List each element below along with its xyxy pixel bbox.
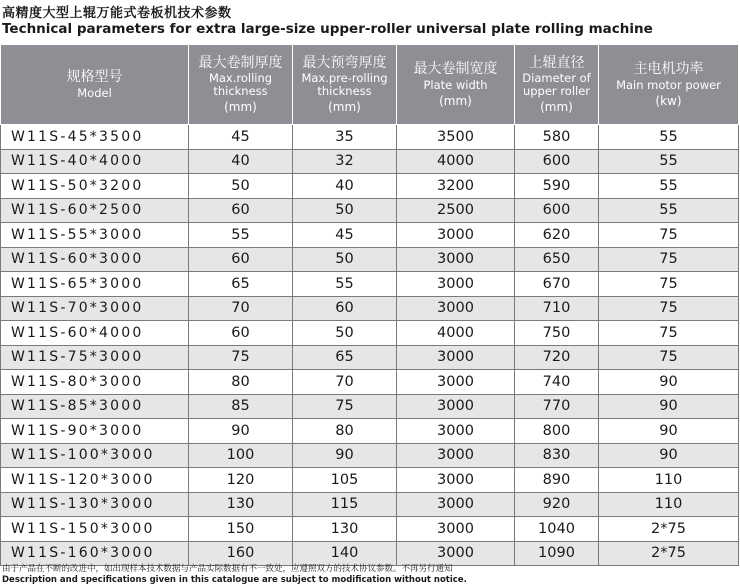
cell-motor-power: 75: [599, 345, 739, 370]
cell-roller-diameter: 770: [515, 394, 599, 419]
cell-max-rolling-thickness: 60: [189, 198, 293, 223]
header-cn: 最大卷制宽度: [413, 60, 498, 77]
cell-max-rolling-thickness: 60: [189, 247, 293, 272]
cell-plate-width: 3000: [397, 443, 515, 468]
cell-max-rolling-thickness: 100: [189, 443, 293, 468]
table-row: [1, 345, 739, 370]
cell-model: W11S-90*3000: [1, 419, 189, 444]
cell-plate-width: 3000: [397, 223, 515, 248]
cell-roller-diameter: 740: [515, 370, 599, 395]
cell-motor-power: 55: [599, 174, 739, 199]
cell-plate-width: 3000: [397, 247, 515, 272]
header-max-rolling-thickness: [189, 45, 293, 125]
footnote-chinese: 由于产品在不断的改进中，如出现样本技术数据与产品实际数据有不一致处，应遵照双方的技术协议参数。不再另行通知: [2, 564, 453, 574]
cell-model: W11S-45*3500: [1, 125, 189, 150]
cell-max-rolling-thickness: 160: [189, 541, 293, 566]
cell-roller-diameter: 650: [515, 247, 599, 272]
cell-motor-power: 75: [599, 296, 739, 321]
cell-max-pre-rolling-thickness: 75: [293, 394, 397, 419]
cell-model: W11S-130*3000: [1, 492, 189, 517]
header-plate-width: [397, 45, 515, 125]
table-row: [1, 370, 739, 395]
cell-max-pre-rolling-thickness: 50: [293, 247, 397, 272]
header-model: [1, 45, 189, 125]
table-row: [1, 223, 739, 248]
cell-plate-width: 3000: [397, 296, 515, 321]
cell-max-pre-rolling-thickness: 50: [293, 321, 397, 346]
cell-plate-width: 3000: [397, 272, 515, 297]
cell-roller-diameter: 590: [515, 174, 599, 199]
cell-roller-diameter: 600: [515, 198, 599, 223]
cell-roller-diameter: 670: [515, 272, 599, 297]
cell-model: W11S-75*3000: [1, 345, 189, 370]
cell-max-pre-rolling-thickness: 50: [293, 198, 397, 223]
table-row: [1, 443, 739, 468]
header-cn: 规格型号: [66, 69, 123, 86]
cell-roller-diameter: 720: [515, 345, 599, 370]
cell-motor-power: 90: [599, 370, 739, 395]
cell-max-rolling-thickness: 130: [189, 492, 293, 517]
header-cn: 上辊直径: [528, 54, 585, 71]
cell-max-pre-rolling-thickness: 60: [293, 296, 397, 321]
cell-model: W11S-150*3000: [1, 517, 189, 542]
cell-max-pre-rolling-thickness: 130: [293, 517, 397, 542]
cell-model: W11S-50*3200: [1, 174, 189, 199]
cell-max-pre-rolling-thickness: 45: [293, 223, 397, 248]
cell-max-rolling-thickness: 55: [189, 223, 293, 248]
table-row: [1, 296, 739, 321]
cell-max-pre-rolling-thickness: 65: [293, 345, 397, 370]
cell-motor-power: 75: [599, 272, 739, 297]
cell-motor-power: 90: [599, 443, 739, 468]
cell-motor-power: 90: [599, 394, 739, 419]
cell-max-pre-rolling-thickness: 70: [293, 370, 397, 395]
cell-max-rolling-thickness: 65: [189, 272, 293, 297]
cell-max-pre-rolling-thickness: 35: [293, 125, 397, 150]
cell-plate-width: 3000: [397, 517, 515, 542]
cell-motor-power: 110: [599, 492, 739, 517]
cell-plate-width: 3000: [397, 419, 515, 444]
header-unit: (mm): [224, 99, 257, 114]
cell-max-rolling-thickness: 85: [189, 394, 293, 419]
cell-motor-power: 55: [599, 198, 739, 223]
table-row: [1, 468, 739, 493]
header-cn: 主电机功率: [633, 60, 704, 77]
header-row: [1, 45, 739, 125]
cell-max-rolling-thickness: 40: [189, 149, 293, 174]
header-unit: (mm): [540, 99, 573, 114]
cell-motor-power: 75: [599, 247, 739, 272]
cell-plate-width: 3500: [397, 125, 515, 150]
cell-plate-width: 3200: [397, 174, 515, 199]
table-row: [1, 419, 739, 444]
cell-model: W11S-85*3000: [1, 394, 189, 419]
table-row: [1, 272, 739, 297]
cell-plate-width: 4000: [397, 149, 515, 174]
header-unit: (mm): [328, 99, 361, 114]
table-row: [1, 125, 739, 150]
cell-roller-diameter: 890: [515, 468, 599, 493]
table-row: [1, 517, 739, 542]
header-en: Plate width: [423, 77, 488, 92]
cell-max-pre-rolling-thickness: 115: [293, 492, 397, 517]
cell-plate-width: 4000: [397, 321, 515, 346]
spec-table-body: [1, 125, 739, 566]
footnote-english: Description and specifications given in this catalogue are subject to modification without notice.: [2, 575, 467, 585]
cell-roller-diameter: 1090: [515, 541, 599, 566]
cell-plate-width: 3000: [397, 370, 515, 395]
title-chinese: 高精度大型上辊万能式卷板机技术参数: [2, 6, 232, 21]
cell-model: W11S-60*2500: [1, 198, 189, 223]
cell-model: W11S-160*3000: [1, 541, 189, 566]
cell-plate-width: 3000: [397, 541, 515, 566]
table-row: [1, 492, 739, 517]
cell-max-rolling-thickness: 45: [189, 125, 293, 150]
cell-max-rolling-thickness: 75: [189, 345, 293, 370]
cell-max-rolling-thickness: 150: [189, 517, 293, 542]
cell-max-rolling-thickness: 70: [189, 296, 293, 321]
cell-motor-power: 75: [599, 321, 739, 346]
cell-roller-diameter: 1040: [515, 517, 599, 542]
cell-max-pre-rolling-thickness: 40: [293, 174, 397, 199]
cell-max-rolling-thickness: 90: [189, 419, 293, 444]
header-main-motor-power: [599, 45, 739, 125]
cell-model: W11S-55*3000: [1, 223, 189, 248]
table-row: [1, 394, 739, 419]
cell-roller-diameter: 710: [515, 296, 599, 321]
table-row: [1, 321, 739, 346]
cell-max-rolling-thickness: 60: [189, 321, 293, 346]
cell-model: W11S-40*4000: [1, 149, 189, 174]
cell-model: W11S-65*3000: [1, 272, 189, 297]
header-en: Diameter of upper roller: [522, 71, 591, 98]
cell-motor-power: 75: [599, 223, 739, 248]
header-max-pre-rolling-thickness: [293, 45, 397, 125]
header-en: Max.pre-rolling thickness: [301, 71, 388, 98]
cell-model: W11S-120*3000: [1, 468, 189, 493]
cell-plate-width: 3000: [397, 394, 515, 419]
table-row: [1, 174, 739, 199]
title-english: Technical parameters for extra large-size upper-roller universal plate rolling machine: [2, 21, 653, 37]
table-row: [1, 149, 739, 174]
spec-table: [0, 44, 739, 566]
header-en: Main motor power: [616, 77, 721, 92]
table-row: [1, 247, 739, 272]
cell-max-pre-rolling-thickness: 90: [293, 443, 397, 468]
cell-plate-width: 3000: [397, 492, 515, 517]
cell-model: W11S-100*3000: [1, 443, 189, 468]
cell-max-pre-rolling-thickness: 80: [293, 419, 397, 444]
cell-roller-diameter: 600: [515, 149, 599, 174]
cell-roller-diameter: 620: [515, 223, 599, 248]
cell-plate-width: 3000: [397, 468, 515, 493]
cell-max-pre-rolling-thickness: 105: [293, 468, 397, 493]
header-unit: (mm): [439, 93, 472, 108]
cell-model: W11S-60*3000: [1, 247, 189, 272]
cell-roller-diameter: 920: [515, 492, 599, 517]
cell-max-rolling-thickness: 120: [189, 468, 293, 493]
cell-plate-width: 3000: [397, 345, 515, 370]
header-unit: (kw): [655, 93, 682, 108]
cell-max-rolling-thickness: 80: [189, 370, 293, 395]
cell-motor-power: 90: [599, 419, 739, 444]
cell-motor-power: 2*75: [599, 541, 739, 566]
table-row: [1, 198, 739, 223]
cell-max-rolling-thickness: 50: [189, 174, 293, 199]
header-cn: 最大卷制厚度: [198, 54, 283, 71]
cell-plate-width: 2500: [397, 198, 515, 223]
cell-roller-diameter: 830: [515, 443, 599, 468]
cell-motor-power: 110: [599, 468, 739, 493]
cell-motor-power: 55: [599, 149, 739, 174]
cell-model: W11S-70*3000: [1, 296, 189, 321]
cell-max-pre-rolling-thickness: 55: [293, 272, 397, 297]
cell-max-pre-rolling-thickness: 32: [293, 149, 397, 174]
cell-model: W11S-60*4000: [1, 321, 189, 346]
cell-motor-power: 55: [599, 125, 739, 150]
header-en: Max.rolling thickness: [208, 71, 273, 98]
cell-roller-diameter: 580: [515, 125, 599, 150]
cell-roller-diameter: 800: [515, 419, 599, 444]
cell-max-pre-rolling-thickness: 140: [293, 541, 397, 566]
header-en: Model: [77, 85, 112, 100]
header-upper-roller-diameter: [515, 45, 599, 125]
header-cn: 最大预弯厚度: [302, 54, 387, 71]
cell-model: W11S-80*3000: [1, 370, 189, 395]
cell-roller-diameter: 750: [515, 321, 599, 346]
cell-motor-power: 2*75: [599, 517, 739, 542]
